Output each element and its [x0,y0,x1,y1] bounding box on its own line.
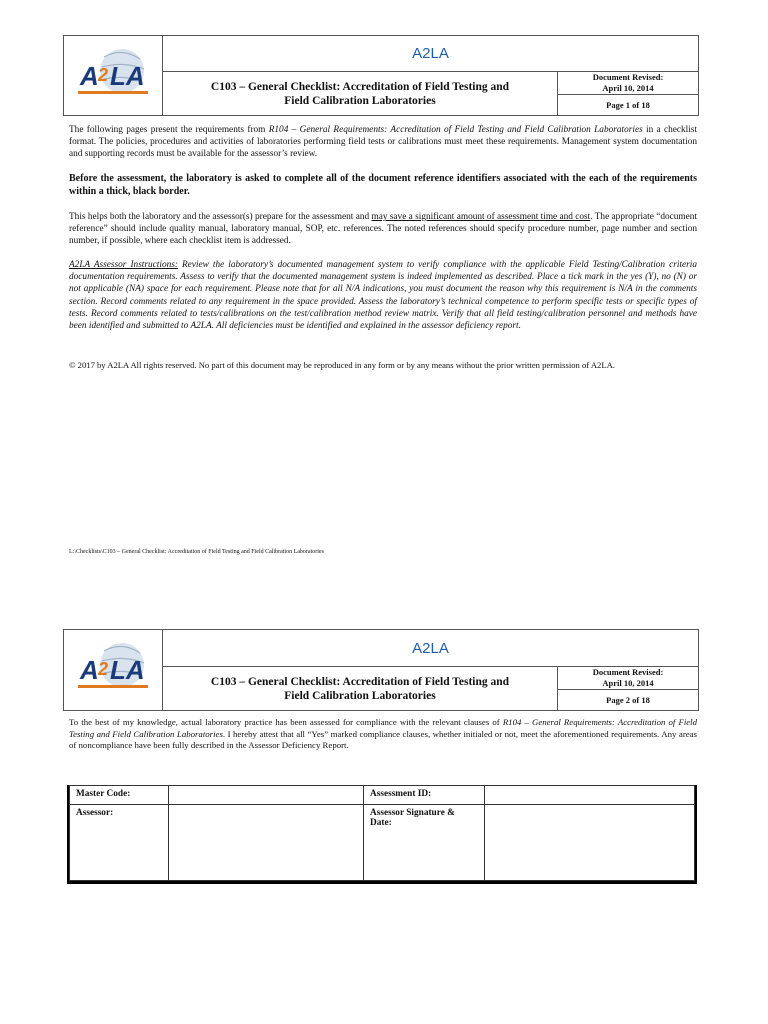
svg-text:LA: LA [110,655,145,685]
copyright-notice: © 2017 by A2LA All rights reserved. No part of this document may be reproduced in any form or by any means without the prior written permission of A2LA. [69,360,615,370]
a2la-logo [64,36,163,115]
master-code-label: Master Code: [70,786,169,805]
svg-text:2: 2 [98,659,109,679]
signature-table [69,785,695,881]
assessor-label: Assessor: [70,805,169,881]
svg-text:LA: LA [110,60,145,91]
page-number: Page 2 of 18 [606,695,650,705]
assessor-instructions: A2LA Assessor Instructions: Review the laboratory’s documented management system to verify compliance with the applicable Field Testing/Calibration criteria documentation requirements. Assess to verify that the documented management system is indeed implemented as described. Place a tick mark in the yes (Y), no (N) or not applicable (NA) space for each requirement. Please note that for all N/A indications, you must document the reason why this requirement is N/A in the comments section. Record comments related to any requirement in the space provided. Assess the laboratory’s technical competence to perform specific tests or specific types of tests. Record comments related to tests/calibrations on the test/calibration method review matrix. Verify that all field testing/calibration personnel and methods have been identified and submitted to A2LA. All deficiencies must be identified and explained in the assessor deficiency report. [69,260,697,332]
org-name: A2LA [163,36,698,72]
footer-file-path: L:\Checklists\C103 – General Checklist: Accreditation of Field Testing and Field Calibration Laboratories [69,549,324,555]
page-number: Page 1 of 18 [606,100,650,110]
master-code-field[interactable] [169,786,364,805]
svg-text:A: A [80,655,99,685]
a2la-logo-icon [72,43,154,109]
svg-text:A: A [80,60,99,91]
page1-header [63,35,699,116]
document-title: C103 – General Checklist: Accreditation of Field Testing and Field Calibration Laboratories [163,667,558,710]
a2la-logo-icon [72,637,154,703]
assessor-signature-field[interactable] [485,805,695,881]
document-title: C103 – General Checklist: Accreditation of Field Testing and Field Calibration Laboratories [163,72,558,115]
document-revised: Document Revised: April 10, 2014 [558,667,698,690]
org-name: A2LA [163,630,698,667]
assessor-signature-label: Assessor Signature & Date: [364,805,485,881]
assessment-id-label: Assessment ID: [364,786,485,805]
page1-intro: The following pages present the requirements from R104 – General Requirements: Accreditation of Field Testing and Field Calibration Laboratories in a checklist format. The policies, procedures and activities of laboratories performing field tests or calibrations must meet these requirements. Management system documentation and supporting records must be available for the assessor’s review. [69,125,698,160]
svg-text:2: 2 [98,64,109,85]
assessor-field[interactable] [169,805,364,881]
page1-bold-instruction: Before the assessment, the laboratory is asked to complete all of the document reference identifiers associated with the each of the requirements within a thick, black border. [69,173,697,197]
page2-attestation: To the best of my knowledge, actual laboratory practice has been assessed for compliance with the relevant clauses of R104 – General Requirements: Accreditation of Field Testing and Field Calibration Laboratories. I hereby attest that all “Yes” marked compliance clauses, whether initialed or not, meet the aforementioned requirements. Any areas of noncompliance have been fully described in the Assessor Deficiency Report. [69,717,698,751]
page2-header [63,629,699,711]
assessment-id-field[interactable] [485,786,695,805]
document-revised: Document Revised: April 10, 2014 [558,72,698,95]
page1-help-paragraph: This helps both the laboratory and the assessor(s) prepare for the assessment and may save a significant amount of assessment time and cost. The appropriate “document reference” should include quality manual, laboratory manual, SOP, etc. references. The noted references should specify procedure number, page number and section number, if possible, where each checklist item is addressed. [69,212,698,247]
a2la-logo [64,630,163,710]
